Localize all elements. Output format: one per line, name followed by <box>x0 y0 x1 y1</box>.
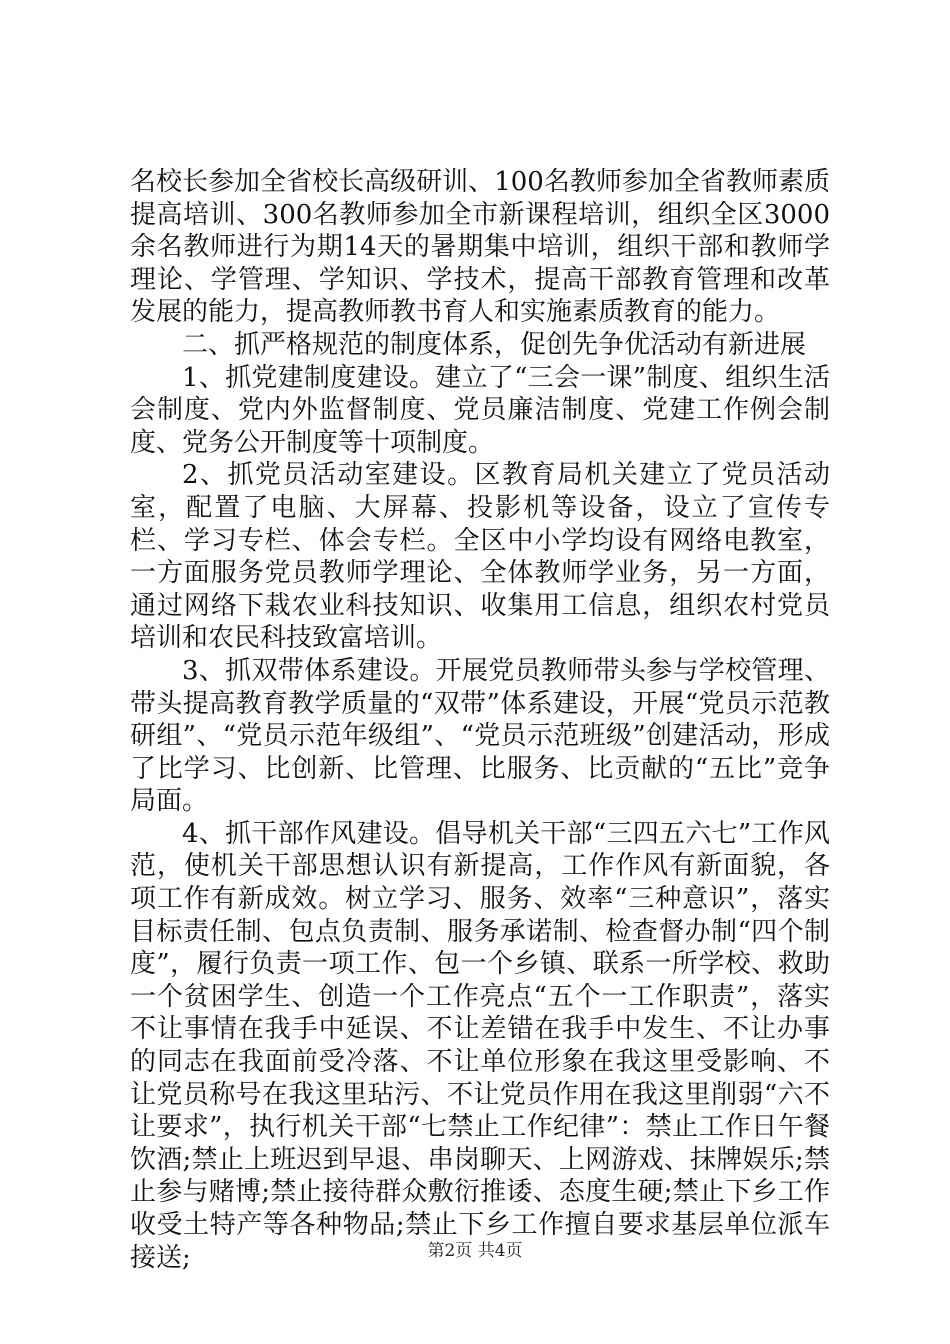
paragraph-item-1: 1、抓党建制度建设。建立了“三会一课”制度、组织生活会制度、党内外监督制度、党员廉洁制度、党建工作例会制度、党务公开制度等十项制度。 <box>130 362 830 458</box>
paragraph-item-2: 2、抓党员活动室建设。区教育局机关建立了党员活动室，配置了电脑、大屏幕、投影机等设备，设立了宣传专栏、学习专栏、体会专栏。全区中小学均设有网络电教室，一方面服务党员教师学理论、全体教师学业务，另一方面，通过网络下栽农业科技知识、收集用工信息，组织农村党员培训和农民科技致富培训。 <box>130 460 830 654</box>
document-body <box>130 166 830 1274</box>
paragraph-continued: 名校长参加全省校长高级研训、100名教师参加全省教师素质提高培训、300名教师参加全市新课程培训，组织全区3000余名教师进行为期14天的暑期集中培训，组织干部和教师学理论、学管理、学知识、学技术，提高干部教育管理和改革发展的能力，提高教师教书育人和实施素质教育的能力。 <box>130 167 830 328</box>
section-heading-2: 二、抓严格规范的制度体系，促创先争优活动有新进展 <box>182 329 807 360</box>
page-number-footer: 第2页 共4页 <box>427 1241 523 1261</box>
paragraph-item-3: 3、抓双带体系建设。开展党员教师带头参与学校管理、带头提高教育教学质量的“双带”体系建设，开展“党员示范教研组”、“党员示范年级组”、“党员示范班级”创建活动，形成了比学习、比创新、比管理、比服务、比贡献的“五比”竞争局面。 <box>130 655 830 817</box>
paragraph-item-4: 4、抓干部作风建设。倡导机关干部“三四五六七”工作风范，使机关干部思想认识有新提高，工作作风有新面貌，各项工作有新成效。树立学习、服务、效率“三种意识”，落实目标责任制、包点负责制、服务承诺制、检查督办制“四个制度”，履行负责一项工作、包一个乡镇、联系一所学校、救助一个贫困学生、创造一个工作亮点“五个一工作职责”，落实不让事情在我手中延误、不让差错在我手中发生、不让办事的同志在我面前受冷落、不让单位形象在我这里受影响、不让党员称号在我这里玷污、不让党员作用在我这里削弱“六不让要求”，执行机关干部“七禁止工作纪律”：禁止工作日午餐饮酒;禁止上班迟到早退、串岗聊天、上网游戏、抹牌娱乐;禁止参与赌博;禁止接待群众敷衍推诿、态度生硬;禁止下乡工作收受土特产等各种物品;禁止下乡工作擅自要求基层单位派车接送; <box>130 818 830 1273</box>
